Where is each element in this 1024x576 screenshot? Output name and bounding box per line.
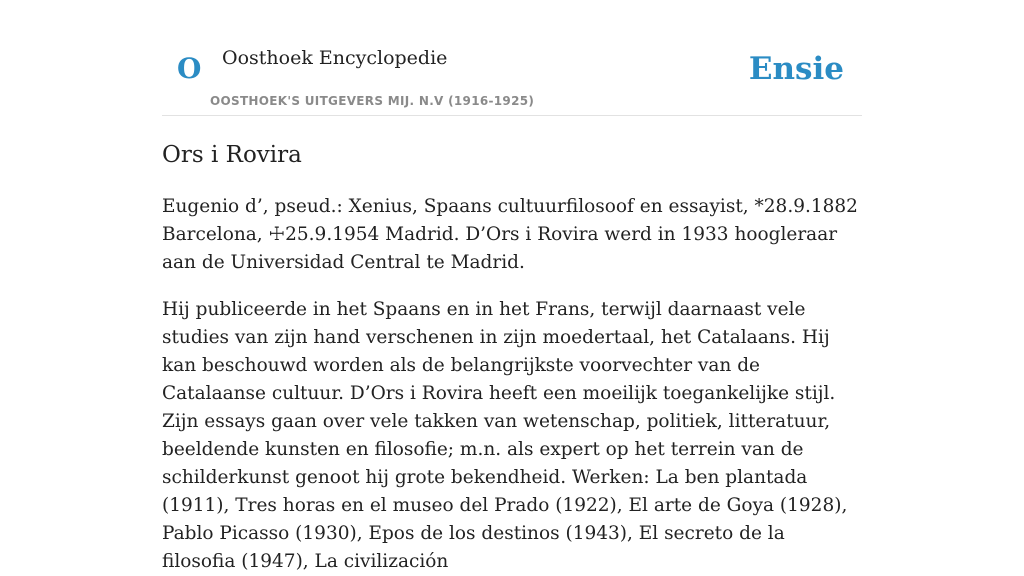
site-header	[162, 0, 862, 116]
entry-paragraph: Eugenio d’, pseud.: Xenius, Spaans cultuurfilosoof en essayist, *28.9.1882 Barcelona, ☩25.9.1954 Madrid. D’Ors i Rovira werd in 1933 hoogleraar aan de Universidad Central te Madrid.	[162, 196, 858, 273]
entry-title: Ors i Rovira	[162, 142, 302, 168]
ensie-logo-link[interactable]: Ensie	[748, 51, 844, 87]
oosthoek-logo-icon[interactable]: O	[177, 52, 202, 85]
entry-paragraph: Hij publiceerde in het Spaans en in het Frans, terwijl daarnaast vele studies van zijn hand verschenen in zijn moedertaal, het Catalaans. Hij kan beschouwd worden als de belangrijkste voorvechter van de Catalaanse cultuur. D’Ors i Rovira heeft een moeilijk toegankelijke stijl. Zijn essays gaan over vele takken van wetenschap, politiek, litteratuur, beeldende kunsten en filosofie; m.n. als expert op het terrein van de schilderkunst genoot hij grote bekendheid. Werken: La ben plantada (1911), Tres horas en el museo del Prado (1922), El arte de Goya (1928), Pablo Picasso (1930), Epos de los destinos (1943), El secreto de la filosofia (1947), La civilización	[162, 299, 848, 572]
entry-article	[162, 116, 862, 576]
site-subtitle: OOSTHOEK'S UITGEVERS MIJ. N.V (1916-1925)	[210, 94, 535, 108]
site-title-link[interactable]: Oosthoek Encyclopedie	[222, 47, 448, 69]
content-column	[162, 0, 862, 576]
